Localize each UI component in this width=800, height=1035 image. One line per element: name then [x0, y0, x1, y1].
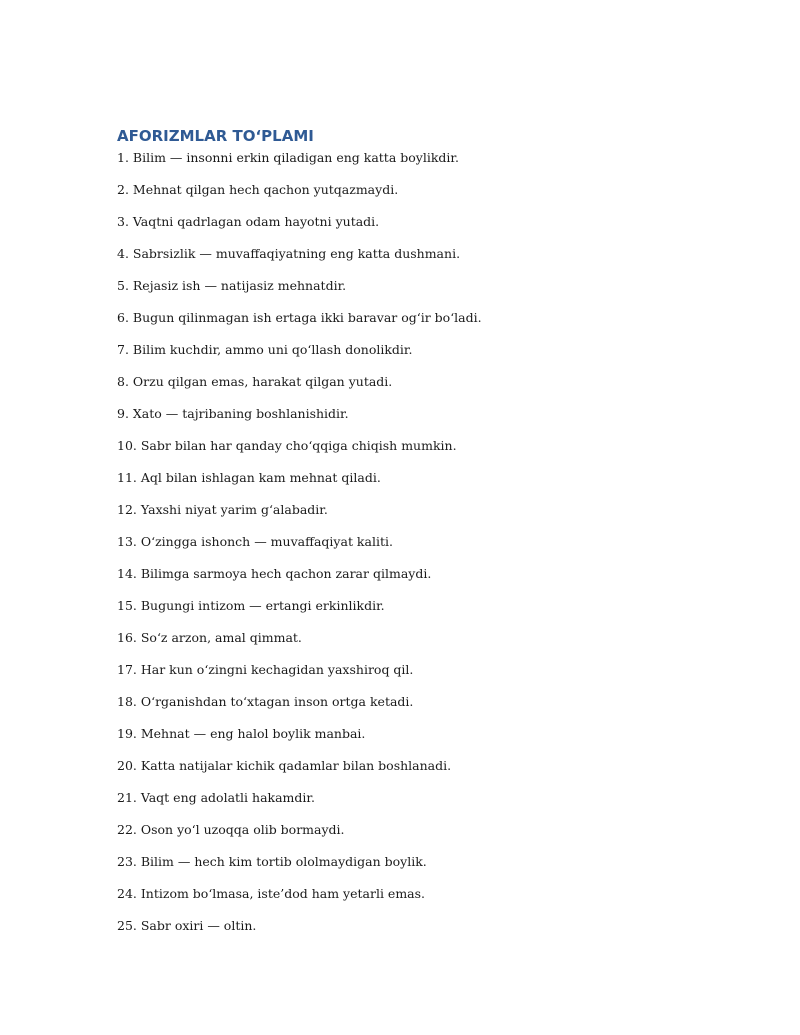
document-content: [117, 125, 717, 948]
aphorism-item: 18. O‘rganishdan to‘xtagan inson ortga ketadi.: [117, 694, 414, 709]
aphorism-item: 8. Orzu qilgan emas, harakat qilgan yutadi.: [117, 374, 393, 389]
aphorism-item: 19. Mehnat — eng halol boylik manbai.: [117, 726, 366, 741]
aphorism-item: 12. Yaxshi niyat yarim g‘alabadir.: [117, 502, 328, 517]
aphorism-item: 9. Xato — tajribaning boshlanishidir.: [117, 406, 349, 421]
aphorism-item: 4. Sabrsizlik — muvaffaqiyatning eng katta dushmani.: [117, 246, 461, 261]
aphorism-item: 11. Aql bilan ishlagan kam mehnat qiladi.: [117, 470, 381, 485]
aphorism-item: 17. Har kun o‘zingni kechagidan yaxshiroq qil.: [117, 662, 414, 677]
aphorism-item: 7. Bilim kuchdir, ammo uni qo‘llash donolikdir.: [117, 342, 413, 357]
aphorism-item: 20. Katta natijalar kichik qadamlar bilan boshlanadi.: [117, 758, 452, 773]
aphorism-item: 3. Vaqtni qadrlagan odam hayotni yutadi.: [117, 214, 380, 229]
aphorism-item: 16. So‘z arzon, amal qimmat.: [117, 630, 302, 645]
aphorism-item: 25. Sabr oxiri — oltin.: [117, 918, 257, 933]
aphorism-item: 10. Sabr bilan har qanday cho‘qqiga chiqish mumkin.: [117, 438, 457, 453]
document-title: AFORIZMLAR TO‘PLAMI: [117, 127, 314, 145]
aphorism-item: 5. Rejasiz ish — natijasiz mehnatdir.: [117, 278, 347, 293]
aphorism-item: 2. Mehnat qilgan hech qachon yutqazmaydi.: [117, 182, 399, 197]
aphorism-item: 6. Bugun qilinmagan ish ertaga ikki baravar og‘ir bo‘ladi.: [117, 310, 482, 325]
aphorism-item: 22. Oson yo‘l uzoqqa olib bormaydi.: [117, 822, 345, 837]
aphorism-item: 24. Intizom bo‘lmasa, iste’dod ham yetarli emas.: [117, 886, 426, 901]
aphorism-item: 23. Bilim — hech kim tortib ololmaydigan boylik.: [117, 854, 427, 869]
aphorism-item: 15. Bugungi intizom — ertangi erkinlikdir.: [117, 598, 385, 613]
aphorism-item: 13. O‘zingga ishonch — muvaffaqiyat kaliti.: [117, 534, 393, 549]
aphorism-item: 14. Bilimga sarmoya hech qachon zarar qilmaydi.: [117, 566, 432, 581]
aphorism-list: [117, 148, 717, 948]
aphorism-item: 21. Vaqt eng adolatli hakamdir.: [117, 790, 315, 805]
aphorism-item: 1. Bilim — insonni erkin qiladigan eng katta boylikdir.: [117, 150, 459, 165]
